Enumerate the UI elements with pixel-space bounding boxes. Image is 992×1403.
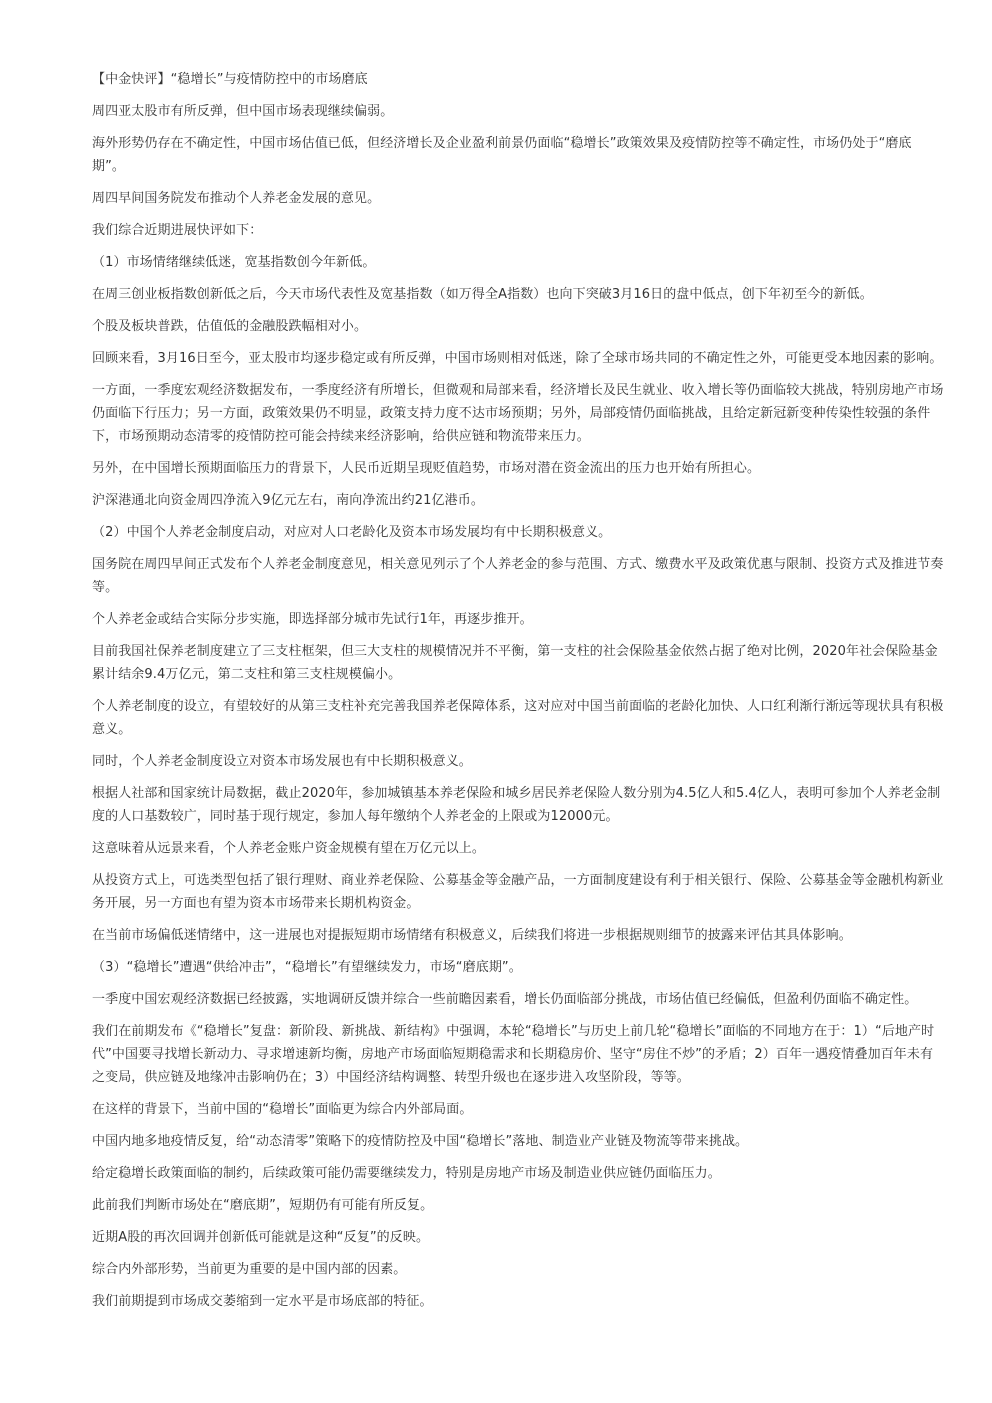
paragraph: 综合内外部形势，当前更为重要的是中国内部的因素。 xyxy=(92,1262,407,1277)
section-heading-2: （2）中国个人养老金制度启动，对应对人口老龄化及资本市场发展均有中长期积极意义。 xyxy=(92,525,612,540)
paragraph: 从投资方式上，可选类型包括了银行理财、商业养老保险、公募基金等金融产品，一方面制度建设有利于相关银行、保险、公募基金等金融机构新业务开展，另一方面也有望为资本市场带来长期机构资金。 xyxy=(92,873,944,911)
article-title: 【中金快评】“稳增长”与疫情防控中的市场磨底 xyxy=(92,72,368,87)
article-body xyxy=(92,68,944,1322)
paragraph: 在当前市场偏低迷情绪中，这一进展也对提振短期市场情绪有积极意义，后续我们将进一步根据规则细节的披露来评估其具体影响。 xyxy=(92,928,852,943)
paragraph: 目前我国社保养老制度建立了三支柱框架，但三大支柱的规模情况并不平衡，第一支柱的社会保险基金依然占据了绝对比例，2020年社会保险基金累计结余9.4万亿元，第二支柱和第三支柱规模偏小。 xyxy=(92,644,938,682)
paragraph: 这意味着从远景来看，个人养老金账户资金规模有望在万亿元以上。 xyxy=(92,841,486,856)
paragraph: 一季度中国宏观经济数据已经披露，实地调研反馈并综合一些前瞻因素看，增长仍面临部分挑战，市场估值已经偏低，但盈利仍面临不确定性。 xyxy=(92,992,918,1007)
paragraph: 我们在前期发布《“稳增长”复盘：新阶段、新挑战、新结构》中强调，本轮“稳增长”与历史上前几轮“稳增长”面临的不同地方在于：1）“后地产时代”中国要寻找增长新动力、寻求增速新均衡，房地产市场面临短期稳需求和长期稳房价、坚守“房住不炒”的矛盾；2）百年一遇疫情叠加百年未有之变局，供应链及地缘冲击影响仍在；3）中国经济结构调整、转型升级也在逐步进入攻坚阶段，等等。 xyxy=(92,1024,935,1085)
paragraph: 周四亚太股市有所反弹，但中国市场表现继续偏弱。 xyxy=(92,104,394,119)
paragraph: 一方面，一季度宏观经济数据发布，一季度经济有所增长，但微观和局部来看，经济增长及民生就业、收入增长等仍面临较大挑战，特别房地产市场仍面临下行压力；另一方面，政策效果仍不明显，政策支持力度不达市场预期；另外，局部疫情仍面临挑战，且给定新冠新变种传染性较强的条件下，市场预期动态清零的疫情防控可能会持续来经济影响，给供应链和物流带来压力。 xyxy=(92,383,944,444)
paragraph: 中国内地多地疫情反复，给“动态清零”策略下的疫情防控及中国“稳增长”落地、制造业产业链及物流等带来挑战。 xyxy=(92,1134,749,1149)
paragraph: 近期A股的再次回调并创新低可能就是这种“反复”的反映。 xyxy=(92,1230,430,1245)
paragraph: 此前我们判断市场处在“磨底期”，短期仍有可能有所反复。 xyxy=(92,1198,434,1213)
paragraph: 另外，在中国增长预期面临压力的背景下，人民币近期呈现贬值趋势，市场对潜在资金流出的压力也开始有所担心。 xyxy=(92,461,761,476)
paragraph: 周四早间国务院发布推动个人养老金发展的意见。 xyxy=(92,191,381,206)
paragraph: 在周三创业板指数创新低之后，今天市场代表性及宽基指数（如万得全A指数）也向下突破3月16日的盘中低点，创下年初至今的新低。 xyxy=(92,287,873,302)
section-heading-3: （3）“稳增长”遭遇“供给冲击”，“稳增长”有望继续发力，市场“磨底期”。 xyxy=(92,960,522,975)
paragraph: 同时，个人养老金制度设立对资本市场发展也有中长期积极意义。 xyxy=(92,754,472,769)
paragraph: 我们前期提到市场成交萎缩到一定水平是市场底部的特征。 xyxy=(92,1294,433,1309)
paragraph: 给定稳增长政策面临的制约，后续政策可能仍需要继续发力，特别是房地产市场及制造业供应链仍面临压力。 xyxy=(92,1166,721,1181)
paragraph: 国务院在周四早间正式发布个人养老金制度意见，相关意见列示了个人养老金的参与范围、方式、缴费水平及政策优惠与限制、投资方式及推进节奏等。 xyxy=(92,557,944,595)
paragraph: 沪深港通北向资金周四净流入9亿元左右，南向净流出约21亿港币。 xyxy=(92,493,484,508)
paragraph: 在这样的背景下，当前中国的“稳增长”面临更为综合内外部局面。 xyxy=(92,1102,473,1117)
paragraph: 根据人社部和国家统计局数据，截止2020年，参加城镇基本养老保险和城乡居民养老保险人数分别为4.5亿人和5.4亿人，表明可参加个人养老金制度的人口基数较广，同时基于现行规定，参加人每年缴纳个人养老金的上限或为12000元。 xyxy=(92,786,941,824)
paragraph: 我们综合近期进展快评如下： xyxy=(92,223,263,238)
paragraph: 个股及板块普跌，估值低的金融股跌幅相对小。 xyxy=(92,319,368,334)
paragraph: 个人养老制度的设立，有望较好的从第三支柱补充完善我国养老保障体系，这对应对中国当前面临的老龄化加快、人口红利渐行渐远等现状具有积极意义。 xyxy=(92,699,944,737)
section-heading-1: （1）市场情绪继续低迷，宽基指数创今年新低。 xyxy=(92,255,376,270)
paragraph: 个人养老金或结合实际分步实施，即选择部分城市先试行1年，再逐步推开。 xyxy=(92,612,533,627)
paragraph: 回顾来看，3月16日至今，亚太股市均逐步稳定或有所反弹，中国市场则相对低迷，除了全球市场共同的不确定性之外，可能更受本地因素的影响。 xyxy=(92,351,943,366)
paragraph: 海外形势仍存在不确定性，中国市场估值已低，但经济增长及企业盈利前景仍面临“稳增长”政策效果及疫情防控等不确定性，市场仍处于“磨底期”。 xyxy=(92,136,912,174)
